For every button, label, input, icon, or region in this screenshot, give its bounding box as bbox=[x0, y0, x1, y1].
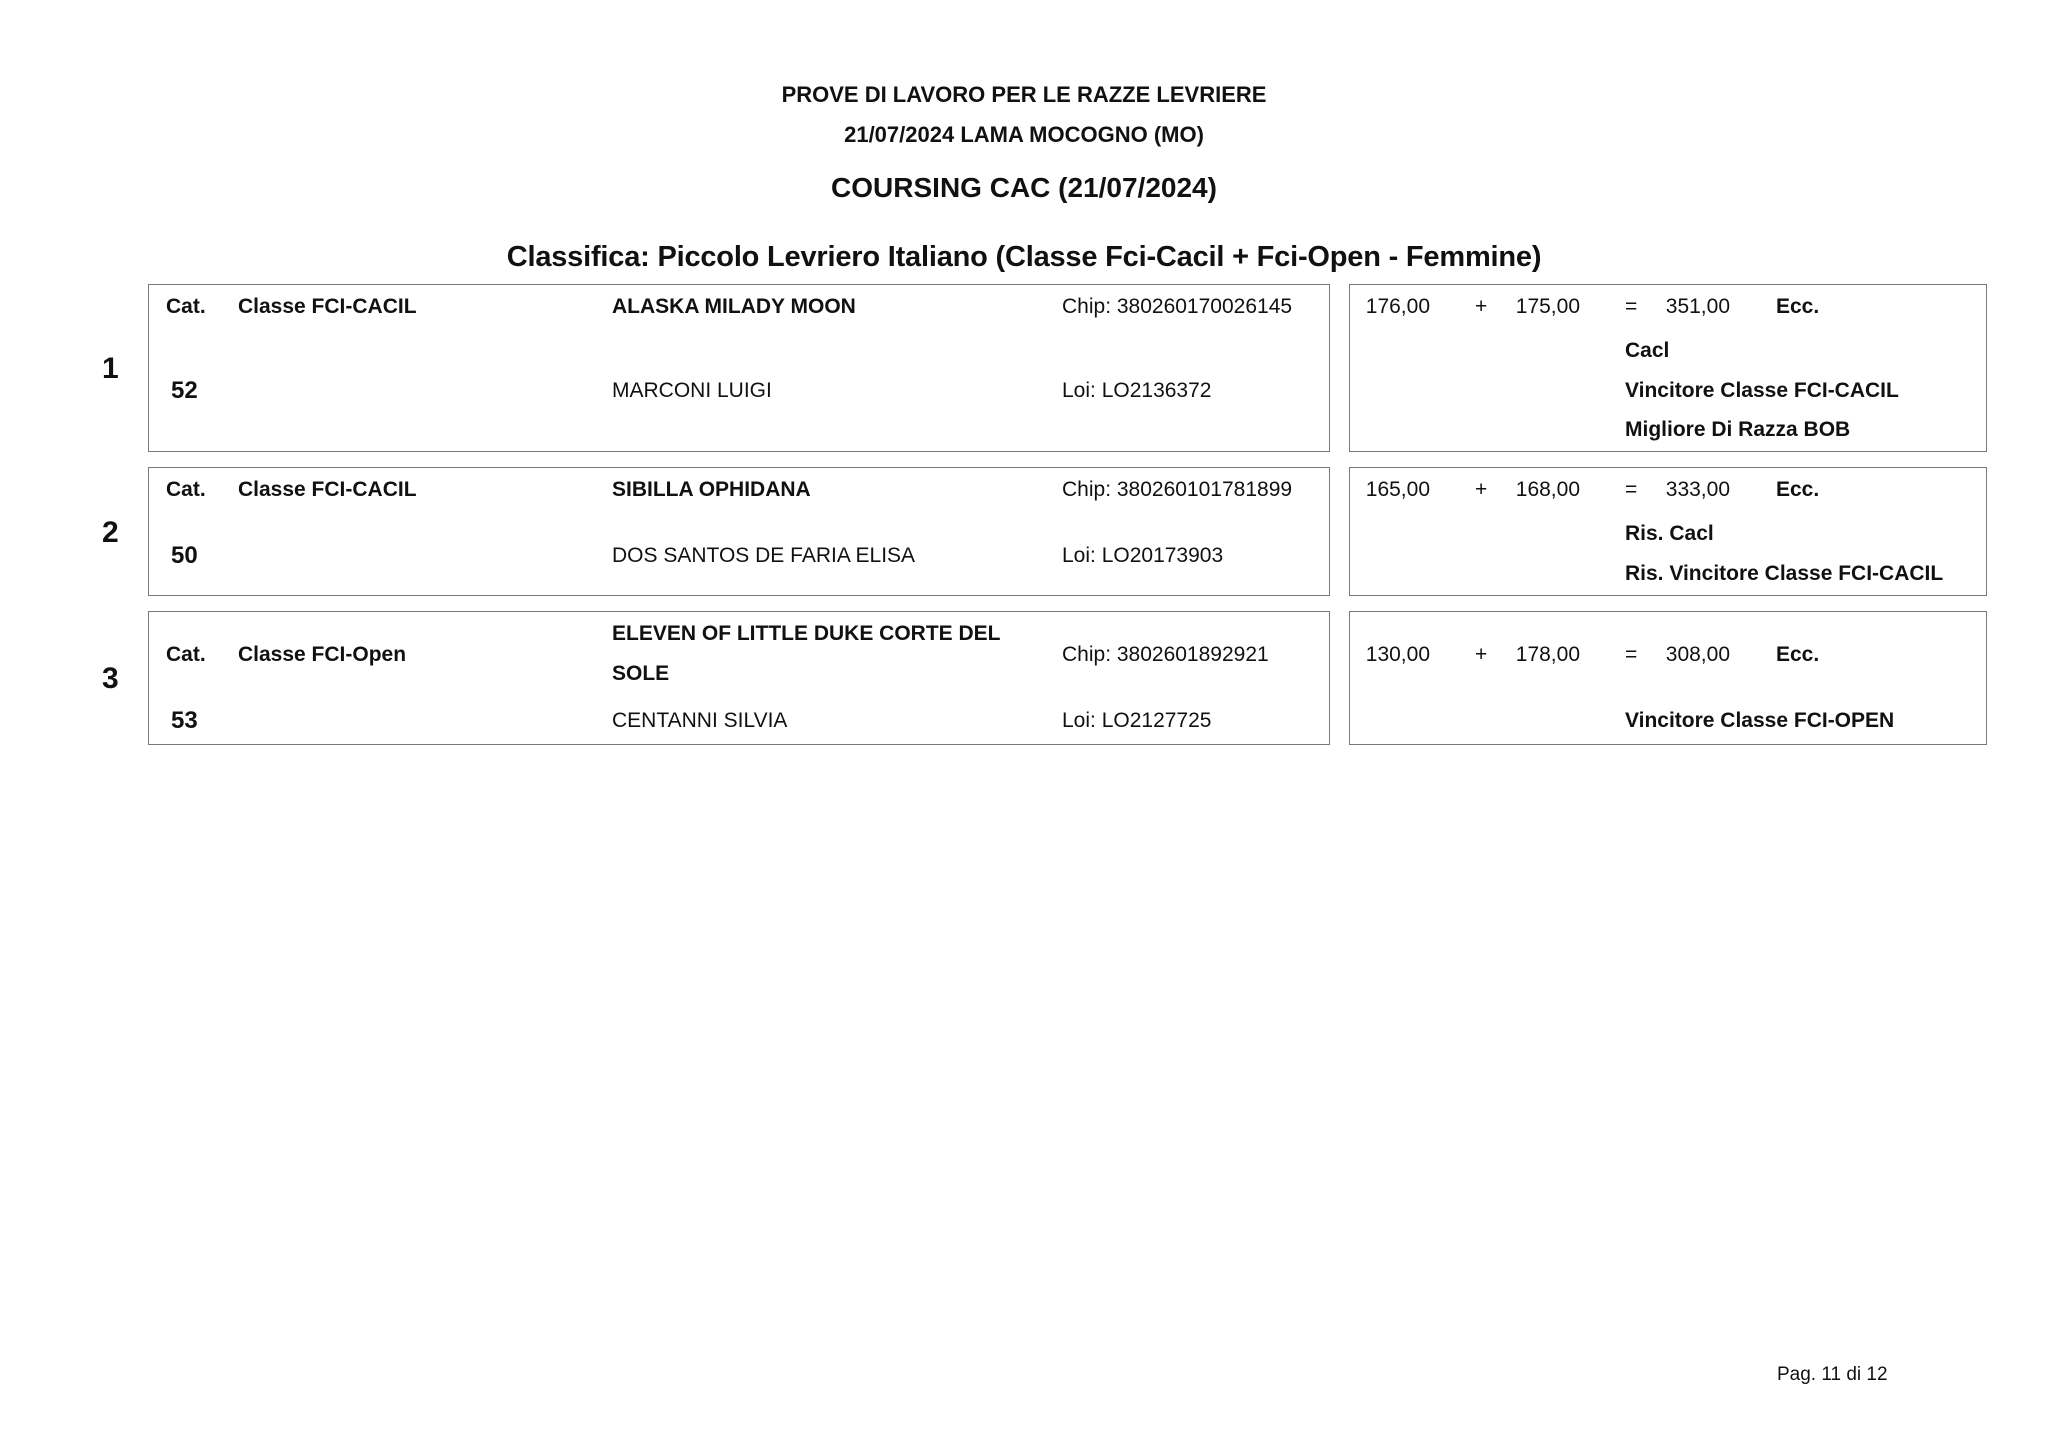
entry-2-score-box bbox=[1349, 467, 1987, 596]
rank-3: 3 bbox=[102, 662, 119, 695]
catalog-number: 50 bbox=[171, 542, 198, 569]
event-name: COURSING CAC (21/07/2024) bbox=[831, 172, 1217, 203]
catalog-number: 52 bbox=[171, 377, 198, 404]
catalog-number: 53 bbox=[171, 707, 198, 734]
plus-sign: + bbox=[1475, 295, 1488, 318]
score-2: 175,00 bbox=[1515, 295, 1580, 318]
rank-1: 1 bbox=[102, 352, 119, 385]
owner-name: DOS SANTOS DE FARIA ELISA bbox=[612, 544, 916, 567]
event-date-location: 21/07/2024 LAMA MOCOGNO (MO) bbox=[844, 122, 1204, 147]
rank-2: 2 bbox=[102, 516, 119, 549]
cat-label: Cat. bbox=[166, 295, 206, 318]
equals-sign: = bbox=[1625, 478, 1638, 501]
owner-name: CENTANNI SILVIA bbox=[612, 709, 788, 732]
qualification: Ecc. bbox=[1776, 295, 1820, 318]
award: Ris. Vincitore Classe FCI-CACIL bbox=[1625, 562, 1944, 585]
class-name: Classe FCI-CACIL bbox=[238, 295, 417, 318]
class-name: Classe FCI-CACIL bbox=[238, 478, 417, 501]
dog-name-continued: SOLE bbox=[612, 662, 670, 685]
loi-number: Loi: LO2127725 bbox=[1062, 709, 1212, 732]
award: Vincitore Classe FCI-CACIL bbox=[1625, 379, 1899, 402]
equals-sign: = bbox=[1625, 295, 1638, 318]
loi-number: Loi: LO2136372 bbox=[1062, 379, 1212, 402]
total-score: 308,00 bbox=[1665, 643, 1730, 666]
class-name: Classe FCI-Open bbox=[238, 643, 407, 666]
qualification: Ecc. bbox=[1776, 478, 1820, 501]
award: Ris. Cacl bbox=[1625, 522, 1714, 545]
dog-name: ALASKA MILADY MOON bbox=[612, 295, 856, 318]
chip-number: Chip: 380260101781899 bbox=[1062, 478, 1293, 501]
total-score: 333,00 bbox=[1665, 478, 1730, 501]
classification-title: Classifica: Piccolo Levriero Italiano (Classe Fci-Cacil + Fci-Open - Femmine) bbox=[506, 241, 1542, 273]
score-2: 178,00 bbox=[1515, 643, 1580, 666]
entry-1-score-box bbox=[1349, 284, 1987, 452]
dog-name: ELEVEN OF LITTLE DUKE CORTE DEL bbox=[612, 622, 1001, 645]
loi-number: Loi: LO20173903 bbox=[1062, 544, 1224, 567]
plus-sign: + bbox=[1475, 478, 1488, 501]
chip-number: Chip: 380260170026145 bbox=[1062, 295, 1293, 318]
entry-1-dog-box bbox=[148, 284, 1330, 452]
qualification: Ecc. bbox=[1776, 643, 1820, 666]
owner-name: MARCONI LUIGI bbox=[612, 379, 772, 402]
entry-3-score-box bbox=[1349, 611, 1987, 745]
award: Migliore Di Razza BOB bbox=[1625, 418, 1851, 441]
cat-label: Cat. bbox=[166, 478, 206, 501]
total-score: 351,00 bbox=[1665, 295, 1730, 318]
score-1: 130,00 bbox=[1365, 643, 1430, 666]
entry-2-dog-box bbox=[148, 467, 1330, 596]
score-2: 168,00 bbox=[1515, 478, 1580, 501]
plus-sign: + bbox=[1475, 643, 1488, 666]
chip-number: Chip: 3802601892921 bbox=[1062, 643, 1269, 666]
award: Cacl bbox=[1625, 339, 1670, 362]
award: Vincitore Classe FCI-OPEN bbox=[1625, 709, 1895, 732]
report-title: PROVE DI LAVORO PER LE RAZZE LEVRIERE bbox=[781, 82, 1267, 107]
cat-label: Cat. bbox=[166, 643, 206, 666]
dog-name: SIBILLA OPHIDANA bbox=[612, 478, 811, 501]
page-number: Pag. 11 di 12 bbox=[1777, 1364, 1888, 1385]
equals-sign: = bbox=[1625, 643, 1638, 666]
score-1: 176,00 bbox=[1365, 295, 1430, 318]
score-1: 165,00 bbox=[1365, 478, 1430, 501]
entry-3-dog-box bbox=[148, 611, 1330, 745]
